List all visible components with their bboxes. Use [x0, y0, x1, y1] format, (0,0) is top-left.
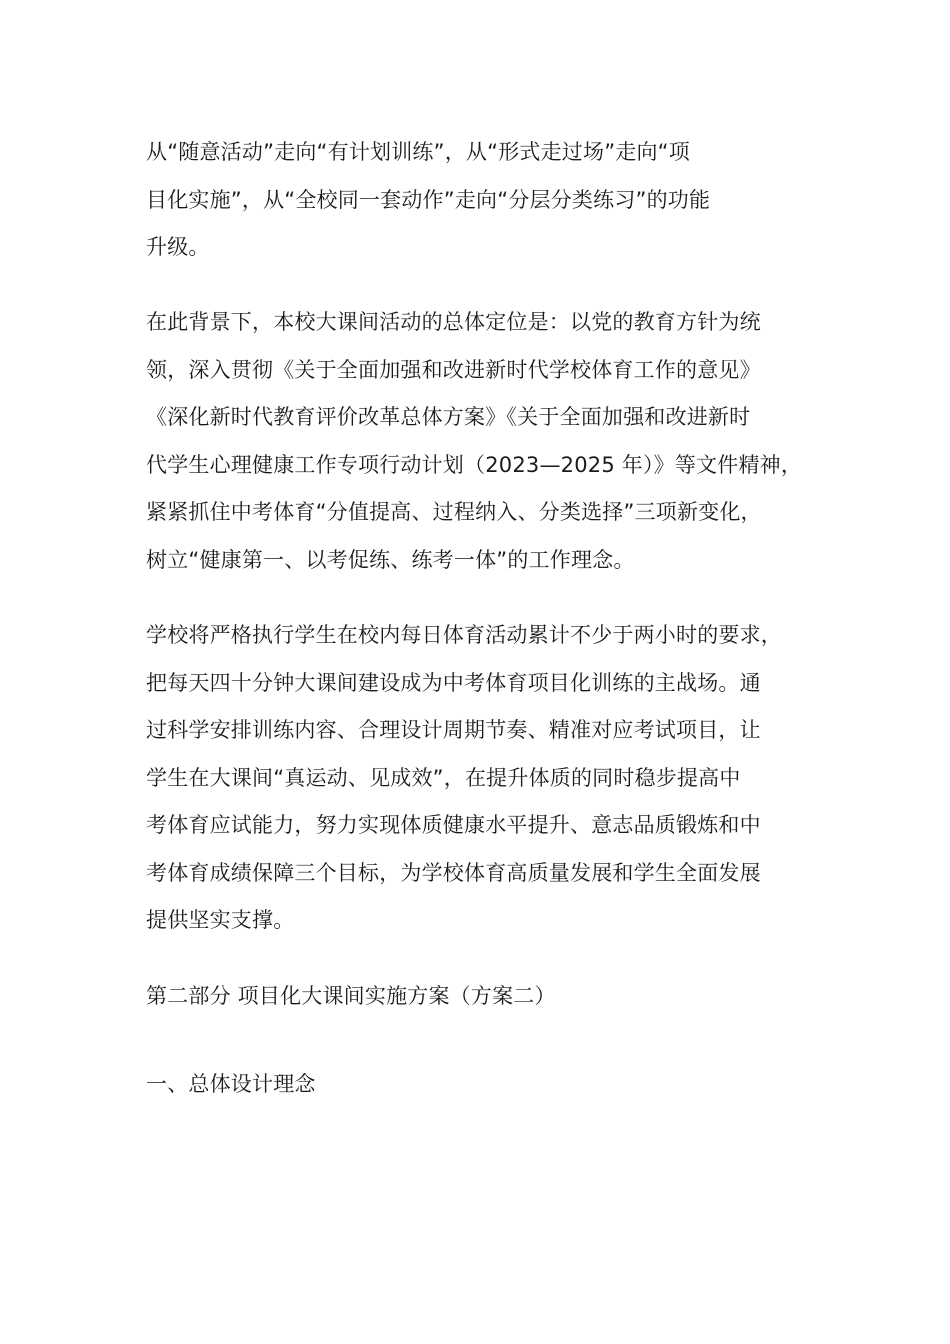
text-line: 代学生心理健康工作专项行动计划（2023—2025 年）》等文件精神，: [146, 452, 803, 477]
heading-text: 第二部分 项目化大课间实施方案（方案二）: [146, 984, 556, 1008]
text-line: 紧紧抓住中考体育“分值提高、过程纳入、分类选择”三项新变化，: [146, 500, 762, 524]
text-line: 学校将严格执行学生在校内每日体育活动累计不少于两小时的要求，: [146, 623, 782, 647]
paragraph-function-upgrade: [146, 129, 816, 272]
text-line: 把每天四十分钟大课间建设成为中考体育项目化训练的主战场。通: [146, 670, 761, 695]
section-heading-part-two: [146, 973, 816, 1021]
text-line: 领，深入贯彻《关于全面加强和改进新时代学校体育工作的意见》: [146, 357, 761, 382]
text-line: 在此背景下，本校大课间活动的总体定位是：以党的教育方针为统: [146, 310, 761, 334]
text-line: 《深化新时代教育评价改革总体方案》《关于全面加强和改进新时: [146, 405, 751, 429]
subsection-heading: [146, 1061, 816, 1109]
text-line: 考体育成绩保障三个目标，为学校体育高质量发展和学生全面发展: [146, 860, 761, 885]
text-line: 学生在大课间“真运动、见成效”，在提升体质的同时稳步提高中: [146, 765, 741, 790]
text-line: 升级。: [146, 235, 210, 259]
paragraph-school-requirements: [146, 612, 816, 945]
text-line: 考体育应试能力，努力实现体质健康水平提升、意志品质锻炼和中: [146, 813, 761, 837]
text-line: 目化实施”，从“全校同一套动作”走向“分层分类练习”的功能: [146, 187, 711, 212]
paragraph-overall-positioning: [146, 299, 816, 584]
heading-text: 一、总体设计理念: [146, 1072, 316, 1096]
text-line: 树立“健康第一、以考促练、练考一体”的工作理念。: [146, 547, 635, 572]
text-line: 提供坚实支撑。: [146, 908, 295, 932]
text-line: 过科学安排训练内容、合理设计周期节奏、精准对应考试项目，让: [146, 718, 761, 742]
text-line: 从“随意活动”走向“有计划训练”，从“形式走过场”走向“项: [146, 140, 690, 164]
